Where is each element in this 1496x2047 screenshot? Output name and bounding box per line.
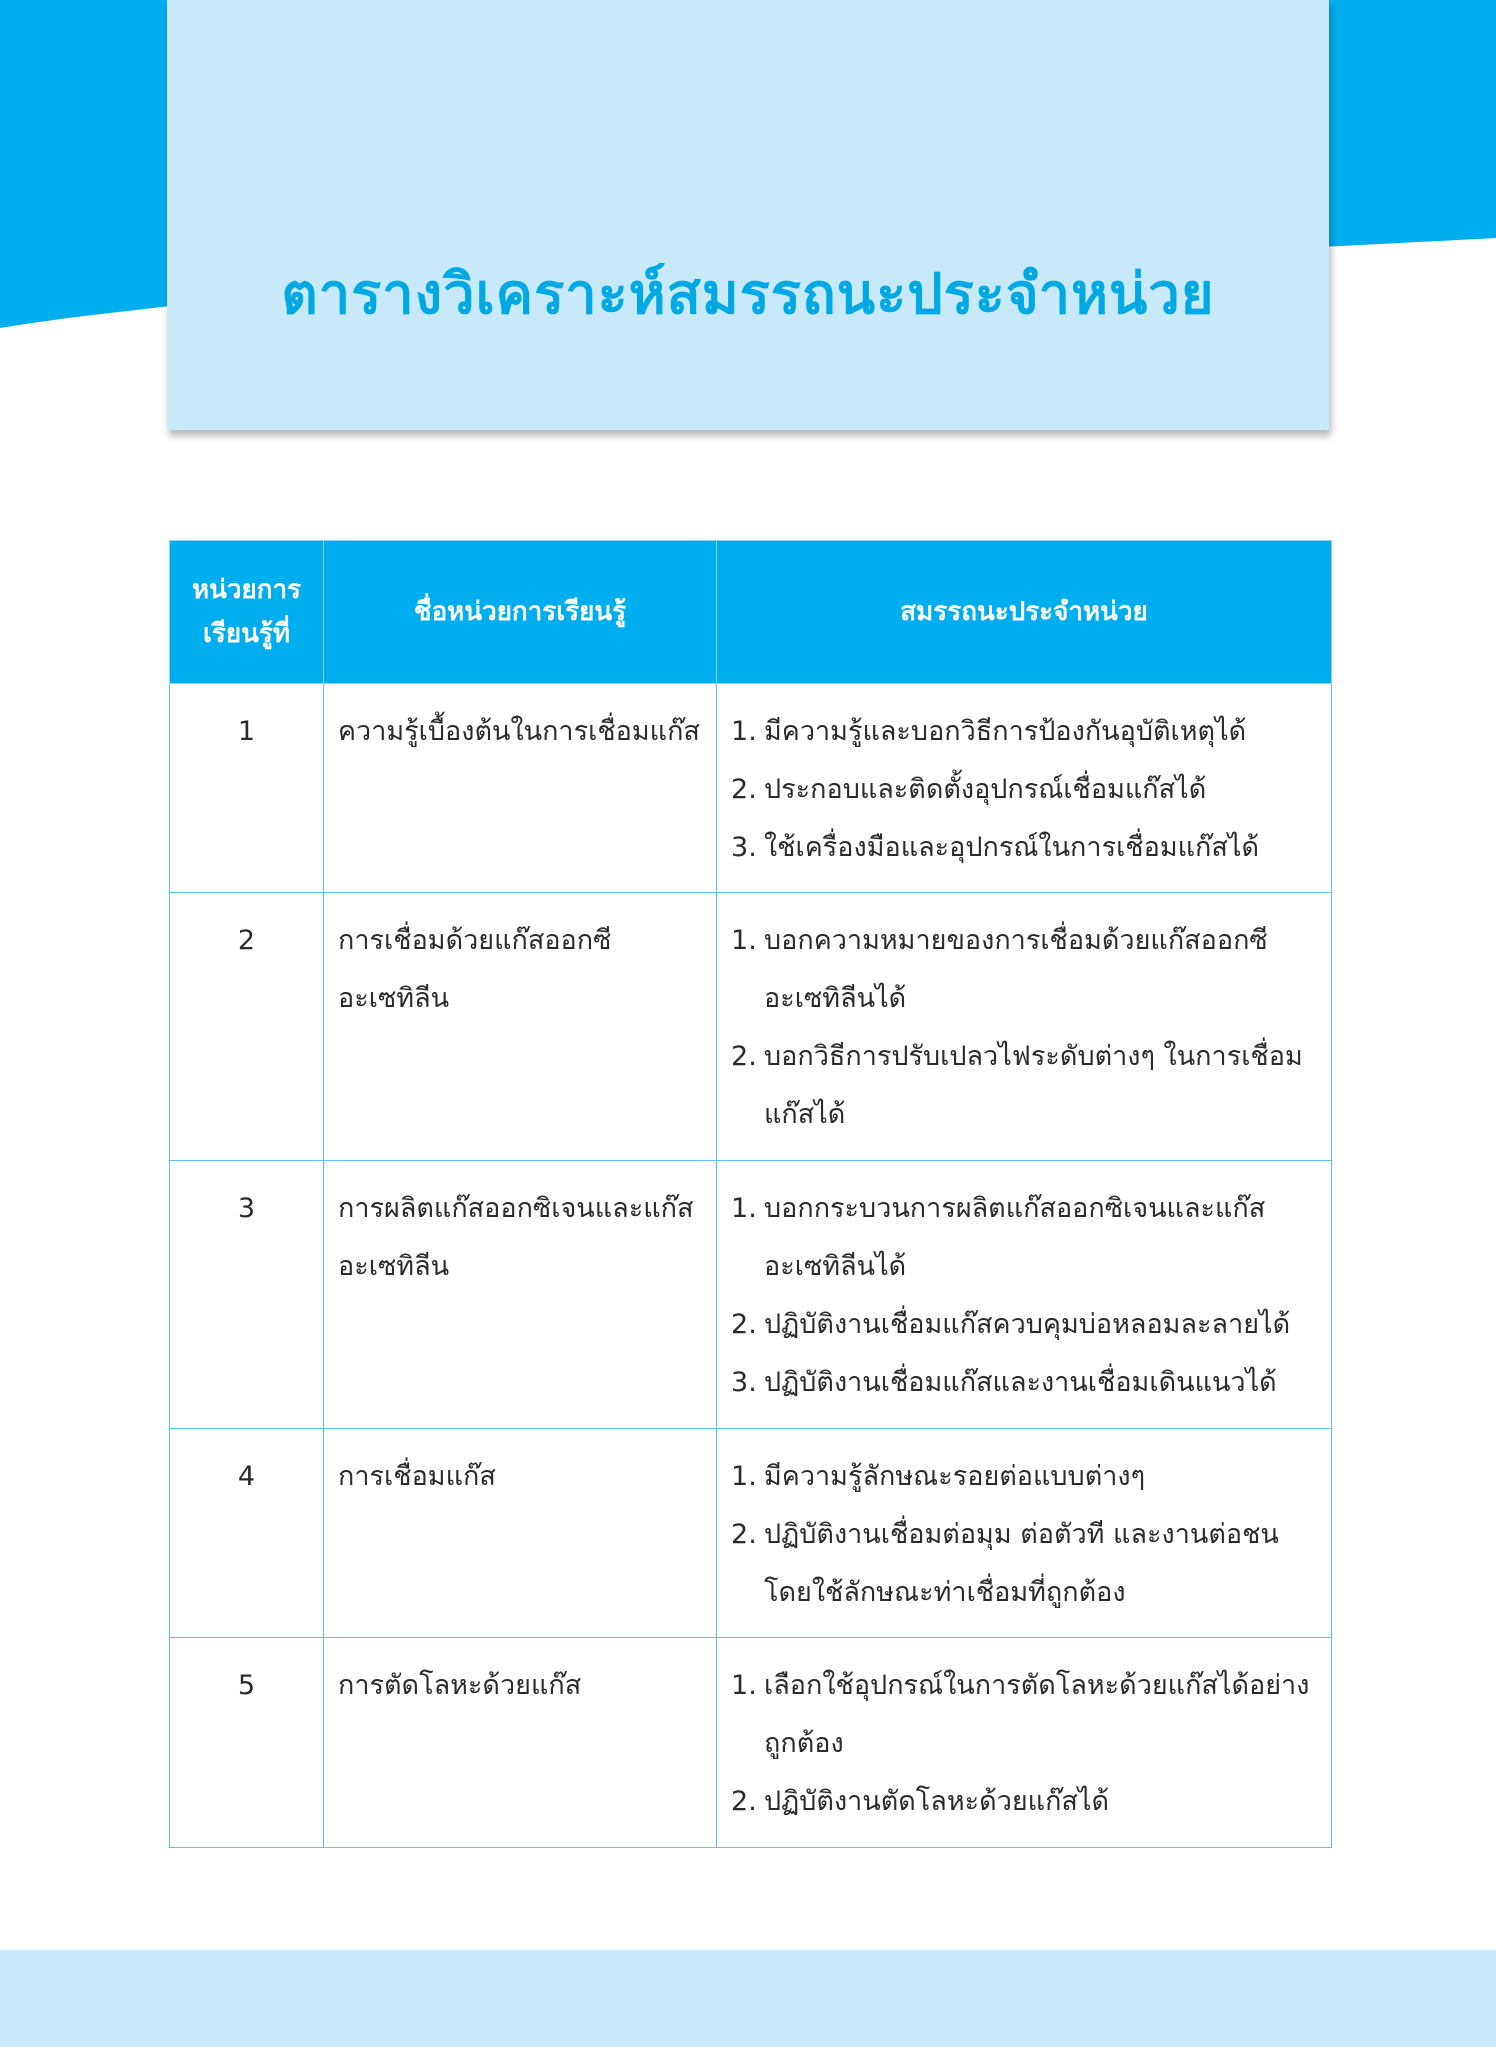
unit-name: การผลิตแก๊สออกซิเจนและแก๊สอะเซทิลีน [324,1161,717,1429]
header-competency: สมรรถนะประจำหน่วย [717,541,1332,684]
table-row [170,1161,1332,1429]
competency-list [731,703,1317,877]
competency-list [731,1448,1317,1622]
unit-number: 1 [170,684,324,893]
competency-item: บอกความหมายของการเชื่อมด้วยแก๊สออกซีอะเซทิลีนได้ [764,925,1268,1014]
competency-item: ปฏิบัติงานเชื่อมต่อมุม ต่อตัวที และงานต่อชนโดยใช้ลักษณะท่าเชื่อมที่ถูกต้อง [764,1519,1279,1608]
unit-competencies [717,1429,1332,1638]
unit-name: การตัดโลหะด้วยแก๊ส [324,1638,717,1848]
competency-item: บอกกระบวนการผลิตแก๊สออกซิเจนและแก๊สอะเซทิลีนได้ [764,1193,1266,1282]
title-card [167,0,1329,430]
unit-number: 2 [170,893,324,1161]
table-header-row [170,541,1332,684]
table-row [170,1429,1332,1638]
unit-competencies [717,1638,1332,1848]
unit-name: ความรู้เบื้องต้นในการเชื่อมแก๊ส [324,684,717,893]
header-unit-no: หน่วยการเรียนรู้ที่ [170,541,324,684]
header-unit-name: ชื่อหน่วยการเรียนรู้ [324,541,717,684]
competency-item: มีความรู้ลักษณะรอยต่อแบบต่างๆ [764,1461,1146,1492]
unit-number: 3 [170,1161,324,1429]
table-row [170,684,1332,893]
footer-band [0,1950,1496,2047]
competency-list [731,1657,1317,1831]
competency-item: ใช้เครื่องมือและอุปกรณ์ในการเชื่อมแก๊สได้ [764,832,1259,863]
competency-list [731,912,1317,1144]
competency-list [731,1180,1317,1412]
competency-item: ปฏิบัติงานเชื่อมแก๊สควบคุมบ่อหลอมละลายได้ [764,1309,1291,1340]
table-row [170,893,1332,1161]
unit-competencies [717,893,1332,1161]
competency-table [169,540,1332,1848]
competency-item: ประกอบและติดตั้งอุปกรณ์เชื่อมแก๊สได้ [764,774,1207,805]
unit-name: การเชื่อมแก๊ส [324,1429,717,1638]
competency-item: ปฏิบัติงานเชื่อมแก๊สและงานเชื่อมเดินแนวได้ [764,1367,1277,1398]
competency-item: บอกวิธีการปรับเปลวไฟระดับต่างๆ ในการเชื่อมแก๊สได้ [764,1041,1303,1130]
unit-competencies [717,1161,1332,1429]
competency-item: มีความรู้และบอกวิธีการป้องกันอุบัติเหตุได้ [764,716,1247,747]
unit-number: 4 [170,1429,324,1638]
table-row [170,1638,1332,1848]
page-title: ตารางวิเคราะห์สมรรถนะประจำหน่วย [281,262,1215,327]
unit-name: การเชื่อมด้วยแก๊สออกซีอะเซทิลีน [324,893,717,1161]
unit-number: 5 [170,1638,324,1848]
competency-item: เลือกใช้อุปกรณ์ในการตัดโลหะด้วยแก๊สได้อย่างถูกต้อง [764,1670,1310,1759]
competency-item: ปฏิบัติงานตัดโลหะด้วยแก๊สได้ [764,1786,1110,1817]
unit-competencies [717,684,1332,893]
